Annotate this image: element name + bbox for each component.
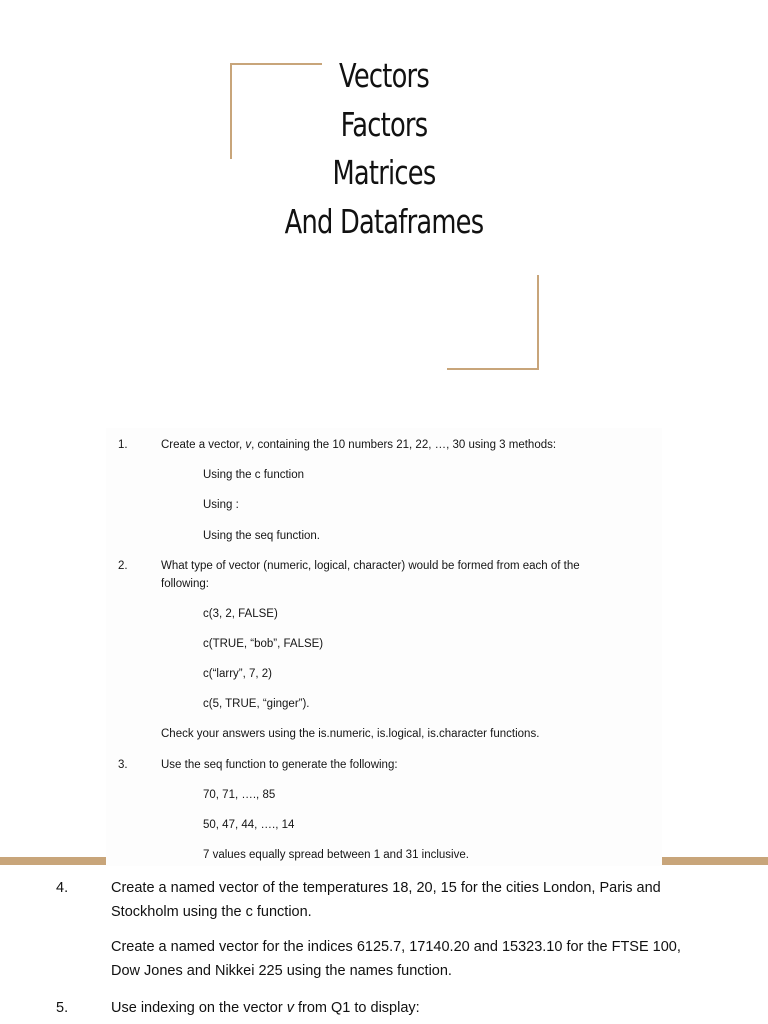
q2-number: 2. [118, 560, 128, 572]
q3-item: 50, 47, 44, …., 14 [203, 819, 295, 831]
q4-line3: Create a named vector for the indices 6125.7, 17140.20 and 15323.10 for the FTSE 100, [111, 939, 681, 955]
q3-item: 70, 71, …., 85 [203, 789, 276, 801]
q2-prompt-line1: What type of vector (numeric, logical, character) would be formed from each of the [161, 560, 580, 572]
q2-note: Check your answers using the is.numeric, is.logical, is.character functions. [161, 728, 540, 740]
q5-prompt-post: from Q1 to display: [293, 1000, 420, 1016]
q4-line1: Create a named vector of the temperatures 18, 20, 15 for the cities London, Paris and [111, 880, 661, 896]
q1-item: Using : [203, 499, 239, 511]
q2-item: c(5, TRUE, “ginger”). [203, 698, 310, 710]
q3-prompt: Use the seq function to generate the following: [161, 759, 398, 771]
q4-number: 4. [56, 880, 69, 896]
embedded-exercise-page [106, 428, 662, 866]
q1-prompt-post: , containing the 10 numbers 21, 22, …, 30 using 3 methods: [251, 439, 557, 451]
q1-item: Using the seq function. [203, 530, 320, 542]
accent-bar-left [0, 857, 106, 865]
q5-number: 5. [56, 1000, 69, 1016]
q4-line4: Dow Jones and Nikkei 225 using the names function. [111, 963, 452, 979]
q3-number: 3. [118, 759, 128, 771]
q1-number: 1. [118, 439, 128, 451]
q1-prompt [161, 439, 556, 451]
q2-item: c(“larry”, 7, 2) [203, 668, 272, 680]
q1-prompt-var: v [245, 439, 252, 451]
title-line-1: Vectors [339, 56, 429, 95]
q2-item: c(TRUE, “bob”, FALSE) [203, 638, 324, 650]
q5-prompt-pre: Use indexing on the vector [111, 1000, 287, 1016]
q5-prompt-var: v [286, 1000, 294, 1016]
title-bracket-bottom-right [447, 275, 539, 370]
q3-item: 7 values equally spread between 1 and 31 inclusive. [203, 849, 469, 861]
q2-item: c(3, 2, FALSE) [203, 608, 278, 620]
q5-prompt [111, 1000, 420, 1016]
q2-prompt-line2: following: [161, 578, 209, 590]
title-line-4: And Dataframes [284, 201, 484, 241]
q4-line2: Stockholm using the c function. [111, 904, 312, 920]
title-line-2: Factors [340, 104, 428, 144]
page-title [0, 52, 768, 246]
q1-prompt-pre: Create a vector, [161, 439, 246, 451]
accent-bar-right [662, 857, 768, 865]
q1-item: Using the c function [203, 469, 305, 481]
title-line-3: Matrices [332, 153, 436, 192]
